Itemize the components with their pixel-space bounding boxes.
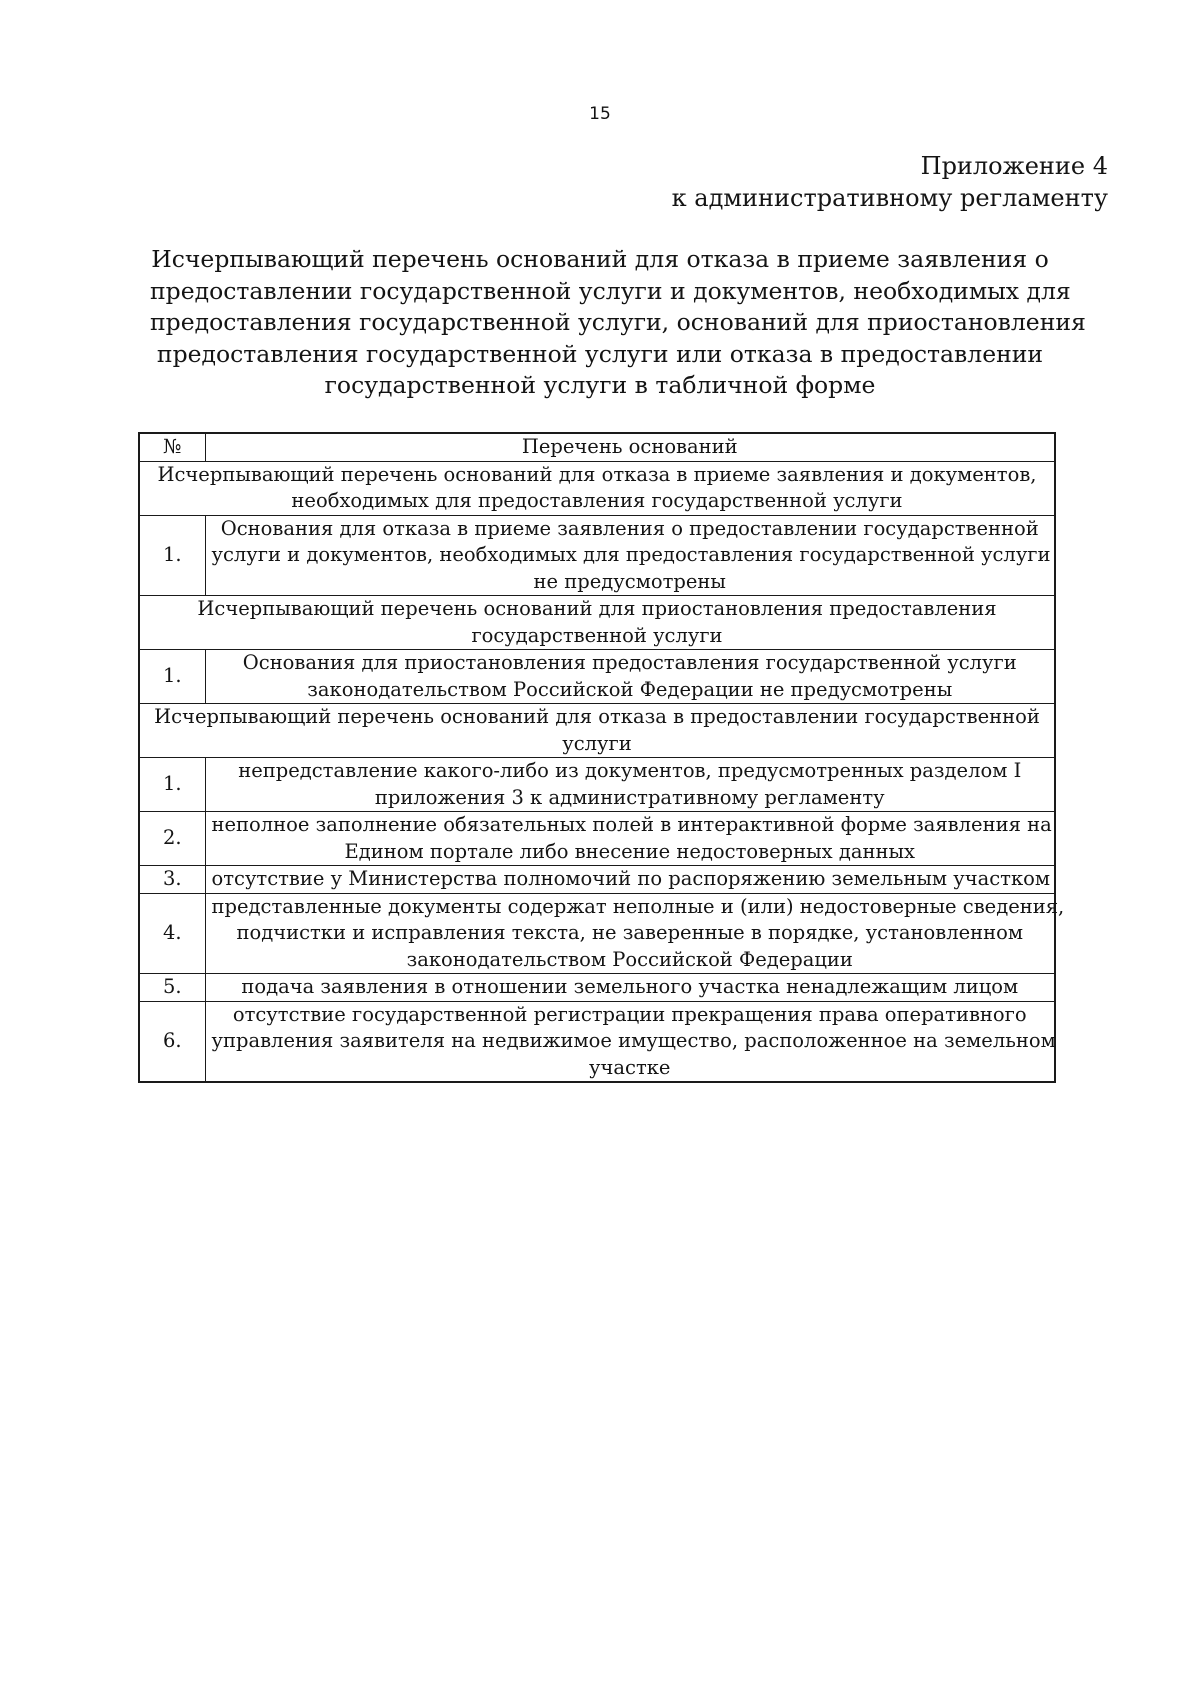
appendix-reference: к административному регламенту — [671, 184, 1108, 212]
section-heading-line: услуги — [562, 731, 632, 755]
table-row — [139, 1001, 1055, 1082]
row-number: 2. — [139, 812, 205, 866]
section-heading-row — [139, 461, 1055, 515]
row-text — [205, 758, 1055, 812]
row-number: 4. — [139, 893, 205, 974]
row-text-line: Едином портале либо внесение недостоверных данных — [344, 839, 915, 863]
section-heading — [139, 461, 1055, 515]
row-text-line: подача заявления в отношении земельного участка ненадлежащим лицом — [241, 975, 1019, 998]
row-text — [205, 650, 1055, 704]
table-row — [139, 974, 1055, 1002]
row-text — [205, 515, 1055, 596]
row-text — [205, 974, 1055, 1002]
section-heading-line: Исчерпывающий перечень оснований для отказа в предоставлении государственной — [154, 705, 1040, 728]
row-text-line: управления заявителя на недвижимое имущество, расположенное на земельном — [211, 1029, 1056, 1052]
section-heading-row — [139, 704, 1055, 758]
page-number: 15 — [589, 104, 611, 124]
appendix-caption — [672, 150, 1108, 214]
row-text-line: представленные документы содержат неполные и (или) недостоверные сведения, — [211, 894, 1065, 918]
row-number: 3. — [139, 866, 205, 894]
section-heading-row — [139, 596, 1055, 650]
table-header-row — [139, 433, 1055, 461]
row-text-line: участке — [589, 1055, 671, 1079]
row-number: 1. — [139, 758, 205, 812]
title-line: предоставлении государственной услуги и документов, необходимых для — [150, 276, 1071, 305]
row-text-line: Основания для приостановления предоставления государственной услуги — [242, 651, 1017, 674]
row-text — [205, 1001, 1055, 1082]
row-number: 1. — [139, 515, 205, 596]
title-line: государственной услуги в табличной форме — [324, 371, 876, 399]
section-heading-line: необходимых для предоставления государственной услуги — [291, 489, 903, 512]
row-text-line: не предусмотрены — [533, 569, 726, 593]
row-text — [205, 812, 1055, 866]
row-number: 6. — [139, 1001, 205, 1082]
row-text-line: подчистки и исправления текста, не заверенные в порядке, установленном — [236, 921, 1024, 944]
section-heading-line: Исчерпывающий перечень оснований для приостановления предоставления — [197, 597, 997, 620]
section-heading-line: государственной услуги — [471, 623, 723, 647]
title-line: предоставления государственной услуги или отказа в предоставлении — [156, 339, 1044, 368]
grounds-table — [138, 432, 1065, 1083]
table-row — [139, 758, 1055, 812]
row-text-line: приложения 3 к административному регламенту — [374, 785, 885, 809]
table-row — [139, 866, 1055, 894]
title-line: предоставления государственной услуги, оснований для приостановления — [150, 308, 1086, 336]
title-line: Исчерпывающий перечень оснований для отказа в приеме заявления о — [151, 245, 1049, 273]
table-row — [139, 812, 1055, 866]
row-text-line: отсутствие государственной регистрации прекращения права оперативного — [232, 1002, 1027, 1026]
header-num: № — [139, 433, 205, 461]
row-text-line: отсутствие у Министерства полномочий по распоряжению земельным участком — [211, 867, 1051, 890]
section-heading — [139, 596, 1055, 650]
section-heading — [139, 704, 1055, 758]
table-row — [139, 650, 1055, 704]
section-heading-line: Исчерпывающий перечень оснований для отказа в приеме заявления и документов, — [157, 462, 1037, 486]
table-row — [139, 893, 1055, 974]
appendix-number: Приложение 4 — [920, 152, 1108, 180]
row-number: 5. — [139, 974, 205, 1002]
table-row — [139, 515, 1055, 596]
document-title — [150, 244, 1086, 402]
row-text-line: законодательством Российской Федерации не предусмотрены — [307, 677, 953, 701]
row-text-line: законодательством Российской Федерации — [406, 947, 853, 971]
row-text — [205, 866, 1055, 894]
header-grounds: Перечень оснований — [205, 433, 1055, 461]
row-text-line: неполное заполнение обязательных полей в интерактивной форме заявления на — [211, 813, 1052, 836]
row-text-line: непредставление какого-либо из документов, предусмотренных разделом I — [238, 759, 1022, 782]
row-text-line: Основания для отказа в приеме заявления о предоставлении государственной — [220, 516, 1039, 540]
row-text — [205, 893, 1065, 974]
row-text-line: услуги и документов, необходимых для предоставления государственной услуги — [211, 543, 1051, 566]
row-number: 1. — [139, 650, 205, 704]
